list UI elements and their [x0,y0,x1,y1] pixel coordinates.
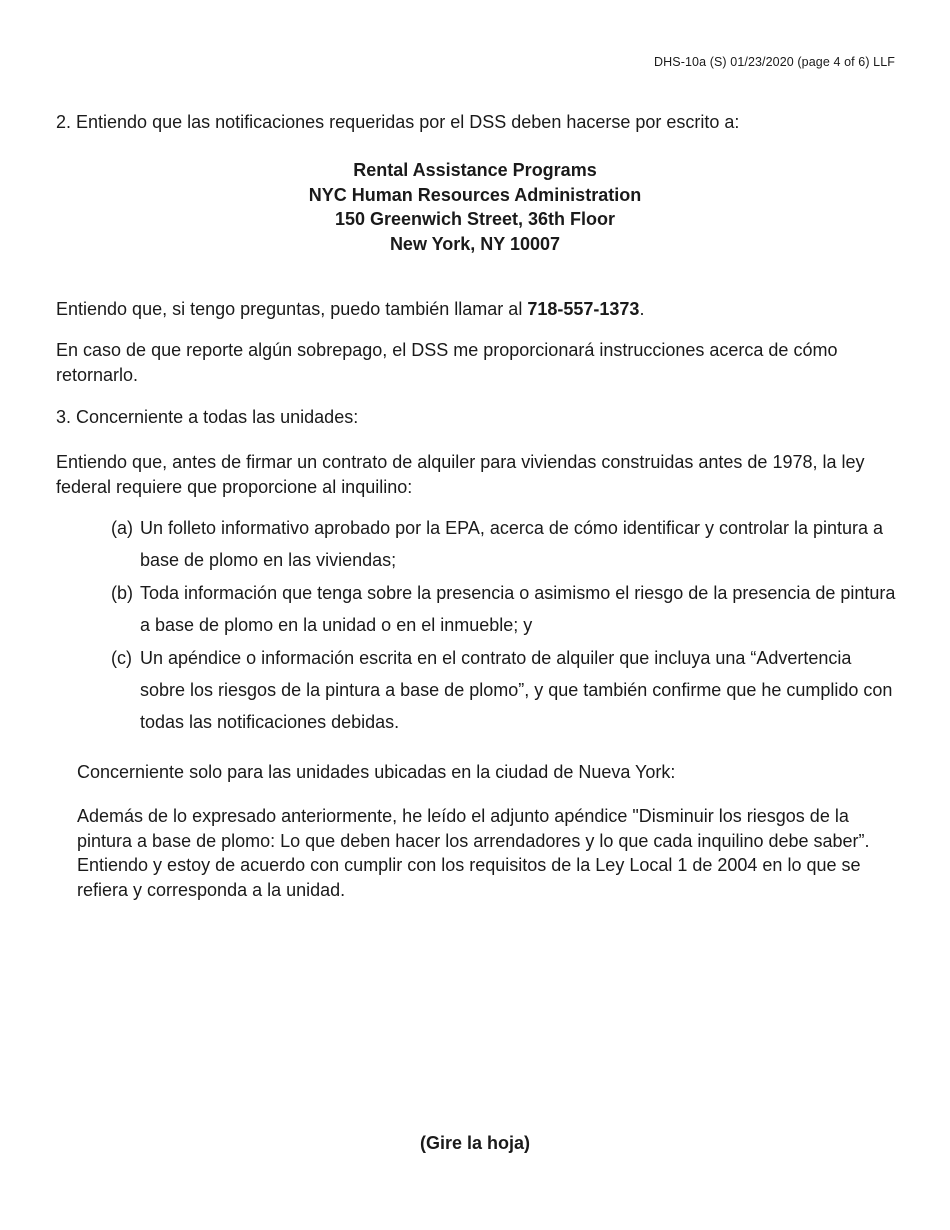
requirements-list [111,512,901,739]
list-item-text: Toda información que tenga sobre la presencia o asimismo el riesgo de la presencia de pintura a base de plomo en la unidad o en el inmueble; y [140,583,896,635]
section-3-heading: 3. Concerniente a todas las unidades: [56,407,359,427]
address-line-4: New York, NY 10007 [389,233,561,254]
list-item [111,577,901,641]
phone-number: 718-557-1373 [527,299,640,319]
mailing-address [0,158,950,256]
questions-paragraph [56,297,906,322]
questions-prefix: Entiendo que, si tengo preguntas, puedo también llamar al [56,299,528,319]
nyc-heading: Concerniente solo para las unidades ubicadas en la ciudad de Nueva York: [77,762,676,782]
address-line-1: Rental Assistance Programs [353,160,597,180]
list-item-text: Un apéndice o información escrita en el contrato de alquiler que incluya una “Advertencia sobre los riesgos de la pintura a base de plomo”, y que también confirme que he cumplido con todas las notificaciones debidas. [140,648,893,732]
turn-page-note: (Gire la hoja) [419,1133,531,1153]
nyc-paragraph: Además de lo expresado anteriormente, he leído el adjunto apéndice "Disminuir los riesgos de la pintura a base de plomo: Lo que deben hacer los arrendadores y lo que cada inquilino debe saber”. Entiendo y estoy de acuerdo con cumplir con los requisitos de la Ley Local 1 de 2004 en lo que se refiera y corresponda a la unidad. [77,806,870,900]
address-line-3: 150 Greenwich Street, 36th Floor [334,209,616,229]
section-3-intro: Entiendo que, antes de firmar un contrato de alquiler para viviendas construidas antes de 1978, la ley federal requiere que proporcione al inquilino: [56,452,865,497]
questions-suffix: . [639,299,645,319]
list-item-text: Un folleto informativo aprobado por la EPA, acerca de cómo identificar y controlar la pintura a base de plomo en las viviendas; [140,518,884,570]
list-marker: (a) [111,518,133,538]
list-marker: (b) [111,583,133,603]
list-marker: (c) [111,648,132,668]
overpayment-paragraph: En caso de que reporte algún sobrepago, el DSS me proporcionará instrucciones acerca de cómo retornarlo. [56,340,838,385]
section-2-intro: 2. Entiendo que las notificaciones requeridas por el DSS deben hacerse por escrito a: [56,112,740,132]
list-item [111,512,901,576]
form-code: DHS-10a (S) 01/23/2020 (page 4 of 6) LLF [654,55,895,69]
address-line-2: NYC Human Resources Administration [308,184,642,205]
list-item [111,642,901,738]
